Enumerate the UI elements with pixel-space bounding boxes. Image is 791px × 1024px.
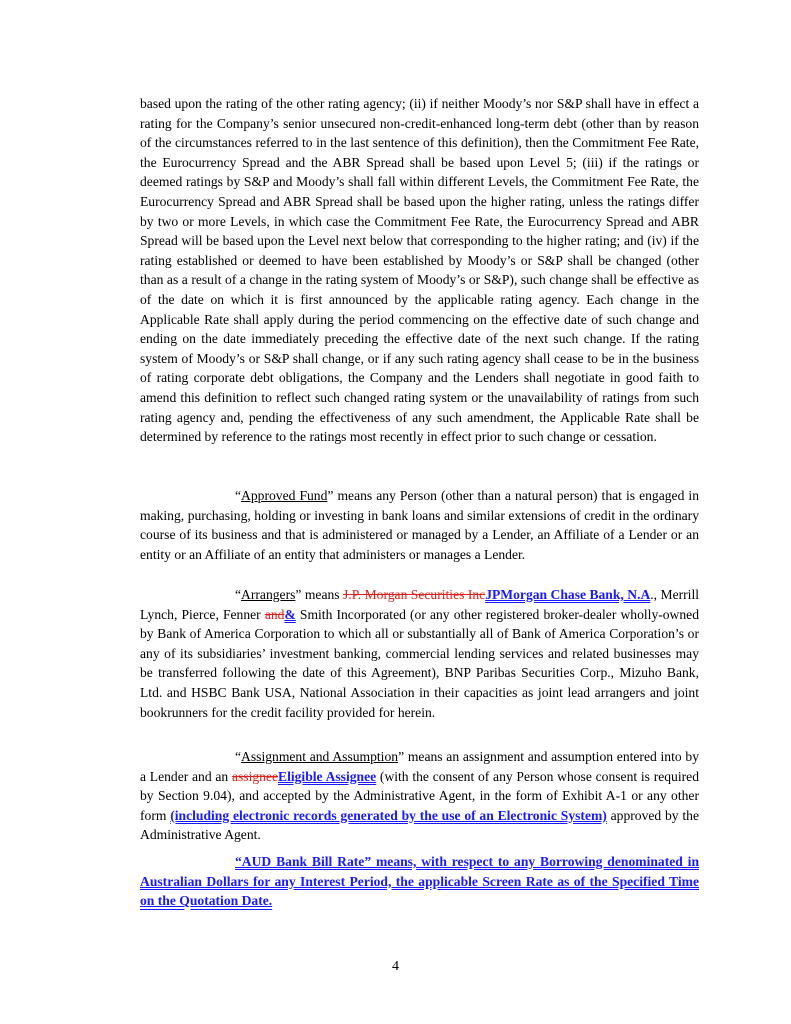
inserted-text: (including electronic records generated by the use of an Electronic System) [170,807,607,823]
applicable-rate-continuation: based upon the rating of the other rating agency; (ii) if neither Moody’s nor S&P shall have in effect a rating for the Company’s senior unsecured non-credit-enhanced long-term debt (other than by reason of the circumstances referred to in the last sentence of this definition), then the Commitment Fee Rate, the Eurocurrency Spread and the ABR Spread shall be based upon Level 5; (iii) if the ratings or deemed ratings by S&P and Moody’s shall fall within different Levels, the Commitment Fee Rate, the Eurocurrency Spread and ABR Spread shall be based upon the higher rating, unless the ratings differ by two or more Levels, in which case the Commitment Fee Rate, the Eurocurrency Spread and ABR Spread will be based upon the Level next below that corresponding to the higher rating; and (iv) if the rating established or deemed to have been established by Moody’s or S&P shall be changed (other than as a result of a change in the rating system of Moody’s or S&P), such change shall be effective as of the date on which it is first announced by the applicable rating agency. Each change in the Applicable Rate shall apply during the period commencing on the effective date of such change and ending on the date immediately preceding the effective date of the next such change. If the rating system of Moody’s or S&P shall change, or if any such rating agency shall cease to be in the business of rating corporate debt obligations, the Company and the Lenders shall negotiate in good faith to amend this definition to reflect such changed rating system or the unavailability of ratings from such rating agency and, pending the effectiveness of any such amendment, the Applicable Rate shall be determined by reference to the ratings most recently in effect prior to such change or cessation. [140,96,699,445]
arrangers-text-3: Smith Incorporated (or any other registered broker-dealer wholly-owned by Bank of America Corporation to which all or substantially all of Bank of America Corporation’s or any of its subsidiaries’ investment banking, commercial lending services and related businesses may be transferred following the date of this Agreement), BNP Paribas Securities Corp., Mizuho Bank, Ltd. and HSBC Bank USA, National Association in their capacities as joint lead arrangers and joint bookrunners for the credit facility provided for herein. [140,606,700,720]
aud-bank-bill-rate-text: “AUD Bank Bill Rate” means, with respect to any Borrowing denominated in Australian Dollars for any Interest Period, the applicable Screen Rate as of the Specified Time on the Quotation Date. [140,854,699,909]
assignment-text-2: (with the consent of any Person whose consent is required by Section 9.04), and accepted by the Administrative Agent, in the form of Exhibit A-1 or any other form [140,768,699,823]
approved-fund-body: ” means any Person (other than a natural person) that is engaged in making, purchasing, holding or investing in bank loans and similar extensions of credit in the ordinary course of its business and that is administered or managed by a Lender, an Affiliate of a Lender or an entity or an Affiliate of an entity that administers or manages a Lender. [140,488,699,562]
assignment-text-3: approved by the Administrative Agent. [140,807,699,843]
deleted-text: J.P. Morgan Securities Inc [343,587,486,602]
deleted-text: and [264,606,285,622]
arrangers-definition: “Arrangers” means J.P. Morgan Securities IncJPMorgan Chase Bank, N.A., Merrill Lynch, Pierce, Fenner and& Smith Incorporated (or any other registered broker-dealer wholly-owned by Bank of America Corporation to which all or substantially all of Bank of America Corporation’s or any of its subsidiaries’ investment banking, commercial lending services and related businesses may be transferred following the date of this Agreement), BNP Paribas Securities Corp., Mizuho Bank, Ltd. and HSBC Bank USA, National Association in their capacities as joint lead arrangers and joint bookrunners for the credit facility provided for herein. [140,587,700,720]
assignment-text-1: ” means an assignment and assumption entered into by a Lender and an [140,749,699,784]
arrangers-term: Arrangers [241,587,296,602]
assignment-assumption-definition: “Assignment and Assumption” means an assignment and assumption entered into by a Lender and an assigneeEligible Assignee (with the consent of any Person whose consent is required by Section 9.04), and accepted by the Administrative Agent, in the form of Exhibit A-1 or any other form (including electronic records generated by the use of an Electronic System) approved by the Administrative Agent. [140,749,699,843]
approved-fund-definition: “Approved Fund” means any Person (other than a natural person) that is engaged in making, purchasing, holding or investing in bank loans and similar extensions of credit in the ordinary course of its business and that is administered or managed by a Lender, an Affiliate of a Lender or an entity or an Affiliate of an entity that administers or manages a Lender. [140,488,699,562]
inserted-text: & [284,606,296,622]
aud-bank-bill-rate-definition [140,852,699,911]
arrangers-text-2: ., Merrill Lynch, Pierce, Fenner [140,587,700,622]
arrangers-text-1: ” means [295,587,344,602]
page-number: 4 [392,959,399,974]
approved-fund-term: Approved Fund [241,488,328,503]
deleted-text: assignee [231,768,279,784]
assignment-assumption-term: Assignment and Assumption [241,749,399,764]
inserted-text: Eligible Assignee [278,768,377,784]
inserted-text: JPMorgan Chase Bank, N.A [485,587,651,602]
